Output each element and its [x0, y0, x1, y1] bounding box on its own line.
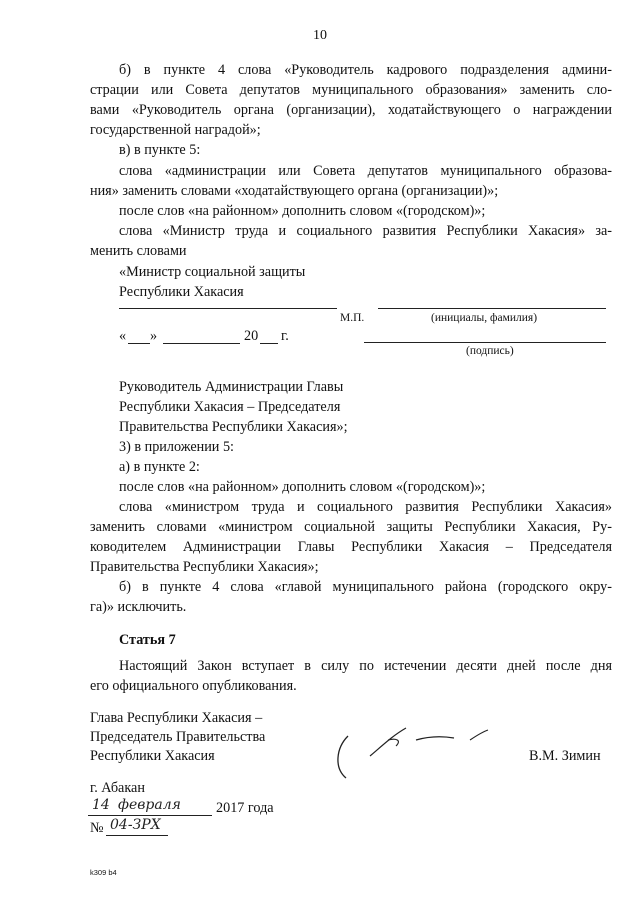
year-text: 2017 года	[216, 800, 274, 816]
number-prefix: №	[90, 820, 104, 836]
handwritten-law-number: 04-ЗРХ	[110, 817, 161, 833]
text-line: б) в пункте 4 слова «Руководитель кадрового подразделения админи-	[119, 62, 612, 78]
text-line: заменить словами «министром социальной защиты Республики Хакасия, Ру-	[90, 519, 612, 535]
text-line: «Министр социальной защиты	[119, 264, 306, 280]
text-line: после слов «на районном» дополнить словом «(городском)»;	[119, 479, 486, 495]
form-blank-line	[119, 308, 337, 309]
text-line: а) в пункте 2:	[119, 459, 200, 475]
page-number: 10	[313, 28, 327, 43]
text-line: государственной наградой»;	[90, 122, 261, 138]
text-line: ния» заменить словами «ходатайствующего органа (организации)»;	[90, 183, 499, 199]
signature-blank-line	[364, 342, 606, 343]
form-blank-line	[378, 308, 606, 309]
date-year-blank	[260, 343, 278, 344]
handwritten-day: 14	[92, 797, 110, 813]
text-line: Республики Хакасия	[119, 284, 244, 300]
text-line: Правительства Республики Хакасия»;	[119, 419, 348, 435]
date-close-quote: »	[150, 328, 158, 344]
text-line: слова «администрации или Совета депутатов муниципального образова-	[119, 163, 612, 179]
number-underline	[106, 835, 168, 836]
footer-code: k309 b4	[90, 868, 117, 877]
text-line: Правительства Республики Хакасия»;	[90, 559, 319, 575]
date-open-quote: «	[119, 328, 127, 344]
signature-label: (подпись)	[466, 345, 514, 357]
initials-label: (инициалы, фамилия)	[431, 312, 538, 324]
text-line: после слов «на районном» дополнить словом «(городском)»;	[119, 203, 486, 219]
signatory-title: Председатель Правительства	[90, 729, 266, 745]
mp-label: М.П.	[340, 312, 365, 324]
text-line: Республики Хакасия – Председателя	[119, 399, 341, 415]
text-line: Руководитель Администрации Главы	[119, 379, 344, 395]
city: г. Абакан	[90, 780, 145, 796]
text-line: ководителем Администрации Главы Республики Хакасия – Председателя	[90, 539, 612, 555]
text-line: 3) в приложении 5:	[119, 439, 234, 455]
text-line: Настоящий Закон вступает в силу по истечении десяти дней после дня	[119, 658, 612, 674]
text-line: б) в пункте 4 слова «главой муниципального района (городского окру-	[119, 579, 612, 595]
date-day-blank	[128, 343, 150, 344]
text-line: слова «министром труда и социального развития Республики Хакасия»	[119, 499, 612, 515]
date-month-blank	[163, 343, 240, 344]
signatory-title: Республики Хакасия	[90, 748, 215, 764]
signatory-name: В.М. Зимин	[529, 748, 601, 764]
text-line: га)» исключить.	[90, 599, 187, 615]
text-line: страции или Совета депутатов муниципального образования» заменить сло-	[90, 82, 612, 98]
text-line: вами «Руководитель органа (организации), ходатайствующего о награждении	[90, 102, 612, 118]
text-line: слова «Министр труда и социального развития Республики Хакасия» за-	[119, 223, 612, 239]
handwritten-month: февраля	[118, 797, 181, 813]
date-year-suffix: г.	[281, 328, 289, 344]
text-line: в) в пункте 5:	[119, 142, 201, 158]
date-year-prefix: 20	[244, 328, 259, 344]
handwritten-signature	[330, 718, 505, 788]
text-line: его официального опубликования.	[90, 678, 297, 694]
text-line: менить словами	[90, 243, 187, 259]
article-heading: Статья 7	[119, 632, 176, 648]
signatory-title: Глава Республики Хакасия –	[90, 710, 263, 726]
date-underline	[88, 815, 212, 816]
